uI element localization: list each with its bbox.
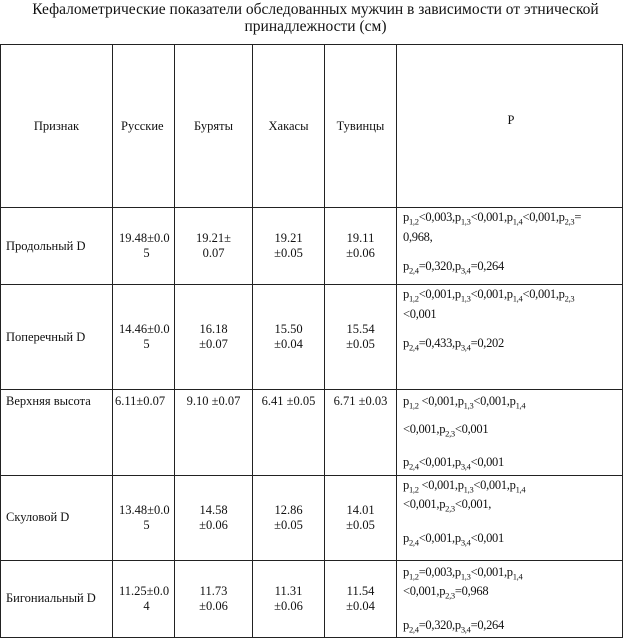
cell-p: $p_{1,2}<0,001,p_{1,3}<0,001,p_{1,4}<0,001,p_{2,3}$ <0,001 $p_{2,4}=0,433,p_{3,4}=0,202$ — [397, 285, 623, 390]
cell-khakases: 12.86 ±0.05 — [253, 475, 325, 560]
table-row — [1, 475, 623, 560]
cell-khakases: 15.50 ±0.04 — [253, 285, 325, 390]
cell-tuvans: 14.01 ±0.05 — [325, 475, 397, 560]
table-row — [1, 390, 623, 476]
table-row — [1, 285, 623, 390]
cell-buryats: 19.21± 0.07 — [175, 208, 253, 285]
header-tuvans: Тувинцы — [325, 45, 397, 208]
cell-p: $p_{1,2}=0,003,p_{1,3}<0,001,p_{1,4}$ $<0,001,p_{2,3}=0,968$ $p_{2,4}=0,320,p_{3,4}=0,264$ — [397, 560, 623, 638]
cell-p: $p_{1,2} <0,001,p_{1,3}<0,001,p_{1,4}$ $<0,001,p_{2,3}<0,001$ $p_{2,4}<0,001,p_{3,4}<0,001$ — [397, 390, 623, 476]
cell-tuvans: 6.71 ±0.03 — [325, 390, 397, 476]
cephalometric-table — [0, 44, 623, 638]
title-line-2: принадлежности (см) — [244, 18, 387, 35]
cell-buryats: 9.10 ±0.07 — [175, 390, 253, 476]
cell-russians: 14.46±0.0 5 — [113, 285, 175, 390]
cell-tuvans: 11.54 ±0.04 — [325, 560, 397, 638]
cell-buryats: 14.58 ±0.06 — [175, 475, 253, 560]
cell-khakases: 11.31 ±0.06 — [253, 560, 325, 638]
cell-khakases: 19.21 ±0.05 — [253, 208, 325, 285]
cell-buryats: 11.73 ±0.06 — [175, 560, 253, 638]
header-buryats: Буряты — [175, 45, 253, 208]
header-feature: Признак — [1, 45, 113, 208]
row-name: Поперечный D — [1, 285, 113, 390]
cell-russians: 19.48±0.0 5 — [113, 208, 175, 285]
cell-tuvans: 19.11 ±0.06 — [325, 208, 397, 285]
cell-russians: 11.25±0.0 4 — [113, 560, 175, 638]
cell-tuvans: 15.54 ±0.05 — [325, 285, 397, 390]
header-khakases: Хакасы — [253, 45, 325, 208]
header-russians: Русские — [113, 45, 175, 208]
title-line-1: Кефалометрические показатели обследованных мужчин в зависимости от этнической — [32, 1, 599, 18]
cell-khakases: 6.41 ±0.05 — [253, 390, 325, 476]
cell-buryats: 16.18 ±0.07 — [175, 285, 253, 390]
document-title — [6, 1, 625, 35]
header-p: P — [397, 45, 623, 208]
row-name: Продольный D — [1, 208, 113, 285]
cell-p: $p_{1,2}<0,003,p_{1,3}<0,001,p_{1,4}<0,001,p_{2,3}=$ 0,968, $p_{2,4}=0,320,p_{3,4}=0,264$ — [397, 208, 623, 285]
table-header-row — [1, 45, 623, 208]
row-name: Верхняя высота — [1, 390, 113, 476]
row-name: Бигониальный D — [1, 560, 113, 638]
cell-p: $p_{1,2} <0,001,p_{1,3}<0,001,p_{1,4}$ $<0,001,p_{2,3}<0,001$, $p_{2,4}<0,001,p_{3,4}<0,001$ — [397, 475, 623, 560]
table-row — [1, 208, 623, 285]
row-name: Скуловой D — [1, 475, 113, 560]
cell-russians: 6.11±0.07 — [113, 390, 175, 476]
table-row — [1, 560, 623, 638]
cell-russians: 13.48±0.0 5 — [113, 475, 175, 560]
